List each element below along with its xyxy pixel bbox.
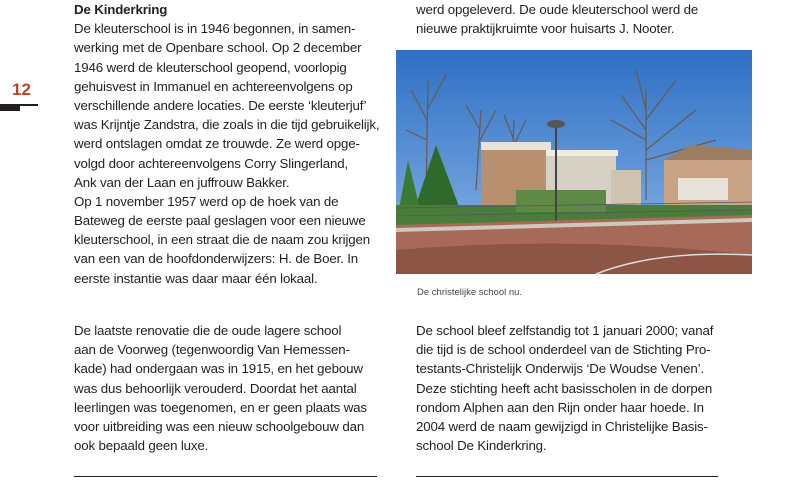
left-bottom-rule [74,476,377,477]
text-line: rondom Alphen aan den Rijn onder haar hoede. In [416,399,704,415]
right-paragraph [416,321,756,455]
text-line: was dus behoorlijk verouderd. Doordat het aantal [74,380,357,396]
left-paragraph-1 [74,19,380,288]
text-line: kade) had ondergaan was in 1915, en het gebouw [74,361,363,377]
text-line: kleuterschool, in een straat die de naam zou krijgen [74,232,370,248]
text-line: van een van de hoofdonderwijzers: H. de Boer. In [74,251,359,267]
left-column-top [74,0,380,288]
text-line: 1946 werd de kleuterschool geopend, voorlopig [74,59,347,75]
page-number: 12 [12,80,31,99]
photo-caption: De christelijke school nu. [417,287,523,298]
right-bottom-rule [416,476,718,477]
school-photo [396,50,752,274]
text-line: eerste instantie was daar maar één lokaal. [74,270,318,286]
text-line: ook bepaald geen luxe. [74,438,209,454]
text-line: was Krijntje Zandstra, die zoals in die tijd gebruikelijk, [74,117,380,133]
text-line: De laatste renovatie die de oude lagere school [74,323,342,338]
text-line: voor uitbreiding was een nieuw schoolgebouw dan [74,418,365,434]
text-line: school De Kinderkring. [416,438,547,454]
text-line: volgd door achtereenvolgens Corry Slingerland, [74,155,348,171]
text-line: De school bleef zelfstandig tot 1 januari 2000; vanaf [416,323,714,338]
text-line: Ank van der Laan en juffrouw Bakker. [74,174,290,190]
text-line: nieuwe praktijkruimte voor huisarts J. Nooter. [416,21,675,37]
text-line: werd opgeleverd. De oude kleuterschool werd de [416,2,699,17]
text-line: De kleuterschool is in 1946 begonnen, in samen- [74,21,356,37]
text-line: werd ontslagen omdat ze trouwde. Ze werd opge- [74,136,360,152]
right-column-top [416,0,756,38]
page-marker-line [20,104,38,106]
text-line: Op 1 november 1957 werd op de hoek van de [74,193,339,209]
left-paragraph-2 [74,321,374,455]
text-line: Deze stichting heeft acht basisscholen in de dorpen [416,380,713,396]
text-line: werking met de Openbare school. Op 2 december [74,40,362,56]
text-line: testants-Christelijk Onderwijs ‘De Woudse Venen’. [416,361,705,377]
text-line: gehuisvest in Immanuel en achtereenvolgens op [74,78,353,94]
text-line: verschillende andere locaties. De eerste ‘kleuterjuf’ [74,97,367,113]
page-marker-bar [0,104,20,111]
text-line: die tijd is de school onderdeel van de Stichting Pro- [416,342,711,358]
text-line: Bateweg de eerste paal geslagen voor een nieuwe [74,213,366,229]
text-line: aan de Voorweg (tegenwoordig Van Hemessen- [74,342,350,358]
section-heading: De Kinderkring [74,2,168,17]
text-line: leerlingen was toegenomen, en er geen plaats was [74,399,367,415]
text-line: 2004 werd de naam gewijzigd in Christelijke Basis- [416,418,708,434]
